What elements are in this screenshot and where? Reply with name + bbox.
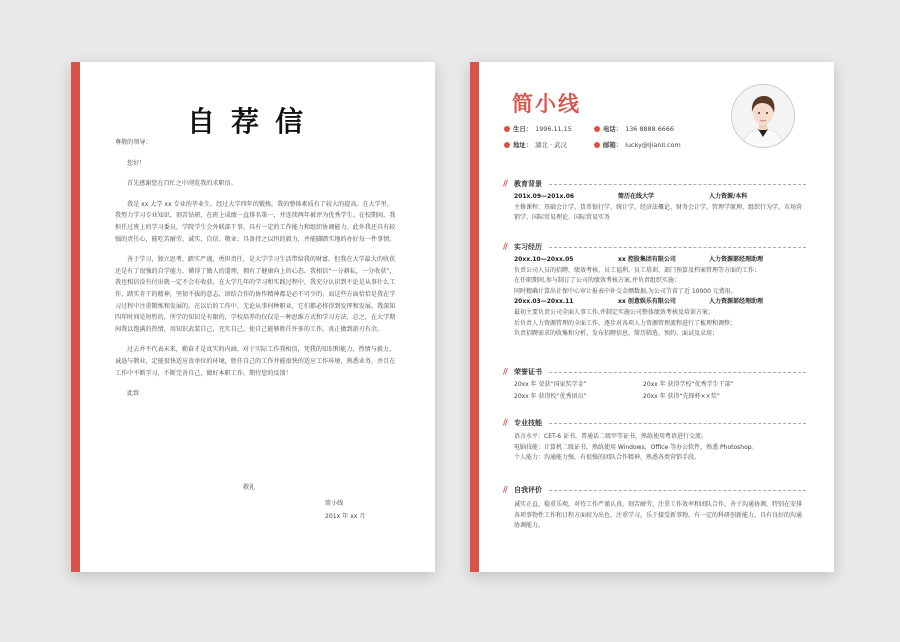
job-duty: 后负责人力资源管理的全面工作，逐步对各项人力资源管理流程进行了梳理和调整； xyxy=(514,319,737,327)
experience-section xyxy=(514,255,806,340)
self-evaluation-section xyxy=(514,500,806,532)
section-header-skills: // 专业技能 xyxy=(503,418,806,428)
candidate-name: 简小线 xyxy=(512,92,581,116)
awards-section xyxy=(514,380,806,404)
accent-bar xyxy=(470,62,479,572)
cover-letter-body xyxy=(115,137,397,400)
letter-date: 201x 年 xx 月 xyxy=(325,513,366,520)
paragraph: 善于学习，独立思考，踏实严谨，勇担责任，是大学学习生活带给我的财富。但我在大学最大的收获还是有了很强的自学能力，懂得了做人的道理，拥有了健康向上的心态。我相信“一分耕耘，一分收获”，我也相信没有付出就一定不会有收获。在大学几年的学习和实践过程中，我充分认识到不论是从事什么工作，踏实肯干的精神，坚韧不拔的意志，团结合作的协作精神都是必不可少的，而这些方面恰恰是我在学习过程中注重锻炼和发展的。在以后的工作中，无论从事何种职业，它们都必将得到发挥和发展。我深知四年时间是短暂的，所学的知识是有限的，学校培养的仅仅是一种思维方式和学习方法，总之，在大学期间我以饱满的热情，用知识武装自己，充实自己，使自己能够胜任许多的工作，真正做到游刃有余。 xyxy=(115,256,396,333)
cover-letter-page xyxy=(71,62,435,572)
job-duty: 负责招聘需求的收集和分析，发布招聘信息，简历筛选、预约、面试及录用； xyxy=(514,330,719,338)
paragraph: 首先感谢您在百忙之中浏览我的求职信。 xyxy=(127,180,237,188)
job-duty: 最初主要负责公司全面人事工作,并制定实施公司整体绩效考核及培训方案； xyxy=(514,308,714,316)
greeting: 您好！ xyxy=(127,159,146,167)
education-section xyxy=(514,192,806,224)
education-row: 201x.09—201x.06 简历在线大学 人力资源/本科 xyxy=(514,193,748,200)
location-pin-icon xyxy=(504,126,510,132)
courses: 主修课程：基础会计学、货币银行学、统计学、经济法概论、财务会计学、管理学原理、组织行为学、市场营销学、国际贸易理论、国际贸易实务 xyxy=(514,203,803,222)
skill-line: 语言水平：CET-6 证书，普通话二级甲等证书，熟练使用粤语进行交流。 xyxy=(514,433,707,440)
salutation: 尊敬的领导： xyxy=(115,139,152,146)
section-header-self-evaluation: // 自我评价 xyxy=(503,485,806,495)
cover-title: 自荐信 xyxy=(186,105,319,138)
section-header-experience: // 实习经历 xyxy=(503,242,806,252)
closing: 此致 xyxy=(127,390,140,398)
home-icon xyxy=(504,142,510,148)
paragraph: 过去并不代表未来，勤奋才是真实的内涵。对于实际工作我相信，凭我的知识和能力、热情与毅力、诚恳与敬业，定能很快适应贵单位的环境，胜任自己的工作并能很快的适应工作环境，熟悉业务，并且在工作中不断学习，不断完善自己，做好本职工作。期待您的反馈！ xyxy=(115,346,396,377)
skill-line: 个人能力：沟通能力强，有很强的团队合作精神，熟悉各类营销手段。 xyxy=(514,454,701,462)
profile-photo xyxy=(731,84,795,148)
paragraph: 我是 xx 大学 xx 专业的毕业生。经过大学四年的锻炼，我的整体素质有了较大的提高。在大学里，我努力学习专业知识，刻苦钻研，在班上成绩一直排名第一，并连续两年被评为优秀学生。在校期间，我担任过班上的学习委员，学院学生会外联部干事，具有一定的工作能力和组织协调能力。此外我还具有较强的责任心，能吃苦耐劳、诚实、自信、敬业；具备持之以恒的毅力，并能脚踏实地的办好每一件事情。 xyxy=(115,200,396,243)
phone-info: 电话： 136 8888 6666 xyxy=(594,124,674,133)
award-item: 20xx 年 获得校“优秀团员” xyxy=(514,393,587,400)
email-info: 邮箱： lucky@ljianli.com xyxy=(594,140,681,149)
job-row: 20xx.03—20xx.11 xx 创意娱乐有限公司 人力资源部经理助理 xyxy=(514,298,764,306)
address-info: 地址： 湖北 · 武汉 xyxy=(504,140,567,149)
self-evaluation-text: 诚实正直，稳重乐观，对待工作严谨认真，刻苦耐劳，注重工作效率和团队合作，善于沟通协调，特别在安排各项事物性工作和日程方面较为出色，注重学习，乐于接受新事物，有一定的科研创新能力。具有良好的沟通协调能力。 xyxy=(514,501,803,530)
skills-section xyxy=(514,432,806,464)
award-row xyxy=(514,380,806,392)
section-header-awards: // 荣誉证书 xyxy=(503,367,806,377)
phone-icon xyxy=(594,126,600,132)
award-item: 20xx 年 荣获“国家奖学金” xyxy=(514,381,587,388)
job-duty: 负责公司人员的招聘、绩效考核、员工福利、员工培训、部门预算及档案管理等方面的工作； xyxy=(514,266,761,274)
mail-icon xyxy=(594,142,600,148)
signature-name: 简小线 xyxy=(325,500,344,507)
salute: 敬礼 xyxy=(243,484,256,491)
section-header-education: // 教育背景 xyxy=(503,179,806,189)
birth-info: 生日： 1996.11.15 xyxy=(504,124,572,133)
award-item: 20xx 年 获得学校“优秀学生干部” xyxy=(643,381,734,388)
award-row xyxy=(514,392,806,404)
job-duty: 在任职期间,参与制订了公司的绩效考核方案,并负责组织实施； xyxy=(514,277,680,285)
job-duty: 同时精确计算出社保中心审计报表中补交金额数据,为公司节省了近 10000 元费用。 xyxy=(514,287,737,295)
skill-line: 电脑技能：计算机二级证书，熟练使用 Windows，Office 等办公软件，熟悉 Photoshop。 xyxy=(514,443,758,451)
resume-page xyxy=(470,62,834,572)
job-row: 20xx.10—20xx.05 xx 控股集团有限公司 人力资源部经理助理 xyxy=(514,256,764,263)
award-item: 20xx 年 获得“先锋杯××奖” xyxy=(643,393,720,400)
